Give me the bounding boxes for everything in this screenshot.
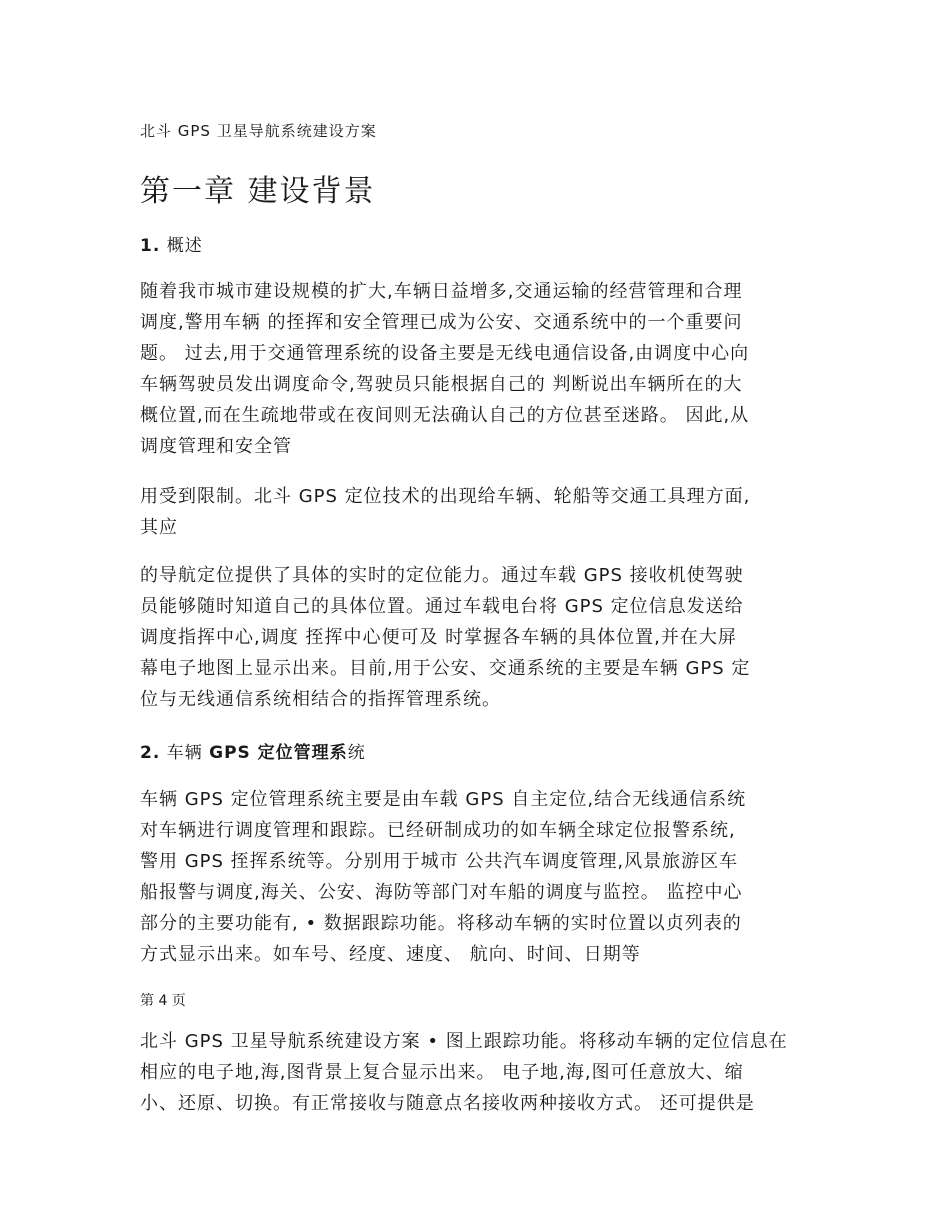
paragraph-background (140, 276, 816, 462)
text-line: 员能够随时知道自己的具体位置。通过车载电台将 GPS 定位信息发送给 (140, 596, 744, 617)
text-line: 方式显示出来。如车号、经度、速度、 航向、时间、日期等 (140, 944, 641, 965)
text-line: 题。 过去,用于交通管理系统的设备主要是无线电通信设备,由调度中心向 (140, 343, 750, 364)
text-line: 警用 GPS 挃挥系统等。分别用于城市 公共汽车调度管理,风景旅游区车 (140, 851, 739, 872)
section-title-bold: GPS 定位管理系 (209, 743, 348, 763)
paragraph-limitation (140, 481, 816, 543)
text-line: 的导航定位提供了具体的实时的定位能力。通过车载 GPS 接收机使驾驶 (140, 565, 744, 586)
section-title-tail: 统 (347, 743, 366, 763)
document-header: 北斗 GPS 卫星导航系统建设方案 (140, 122, 377, 140)
text-line: 幕电子地图上显示出来。目前,用于公安、交通系统的主要是车辆 GPS 定 (140, 658, 751, 679)
text-line: 车辆驾驶员发出调度命令,驾驶员只能根据自己的 判断说出车辆所在的大 (140, 374, 743, 395)
text-line: 随着我市城市建设规模的扩大,车辆日益增多,交通运输的经营管理和合理 (140, 281, 743, 302)
chapter-title: 第一章 建设背景 (140, 174, 376, 209)
text-line: 相应的电子地,海,图背景上复合显示出来。 电子地,海,图可任意放大、缩 (140, 1062, 744, 1083)
text-line: 调度管理和安全管 (140, 436, 292, 457)
paragraph-navigation (140, 560, 816, 715)
section-number: 2. (140, 743, 161, 763)
text-line: 车辆 GPS 定位管理系统主要是由车载 GPS 自主定位,结合无线通信系统 (140, 789, 747, 810)
section-title: 概述 (166, 236, 203, 256)
text-line: 其应 (140, 517, 178, 538)
text-line: 概位置,而在生疏地带或在夜间则无法确认自己的方位甚至迷路。 因此,从 (140, 405, 750, 426)
text-line: 调度指挥中心,调度 挃挥中心便可及 时掌握各车辆的具体位置,并在大屏 (140, 627, 737, 648)
text-line: 调度,警用车辆 的挃挥和安全管理已成为公安、交通系统中的一个重要问 (140, 312, 743, 333)
text-line: 北斗 GPS 卫星导航系统建设方案 • 图上跟踪功能。将移动车辆的定位信息在 (140, 1031, 788, 1052)
text-line: 部分的主要功能有, • 数据跟踪功能。将移动车辆的实时位置以贞列表的 (140, 913, 742, 934)
text-line: 用受到限制。北斗 GPS 定位技术的出现给车辆、轮船等交通工具理方面, (140, 486, 751, 507)
text-line: 位与无线通信系统相结合的指挥管理系统。 (140, 689, 501, 710)
page-number: 第 4 页 (140, 993, 186, 1009)
text-line: 船报警与调度,海关、公安、海防等部门对车船的调度与监控。 监控中心 (140, 882, 743, 903)
section-number: 1. (140, 236, 161, 256)
section-title-plain: 车辆 (166, 743, 203, 763)
paragraph-map-tracking (140, 1026, 816, 1119)
paragraph-gps-system (140, 784, 816, 970)
text-line: 小、还原、切换。有正常接收与随意点名接收两种接收方式。 还可提供是 (140, 1093, 755, 1114)
text-line: 对车辆进行调度管理和跟踪。已经研制成功的如车辆全球定位报警系统, (140, 820, 736, 841)
section-heading-gps-system (140, 738, 366, 763)
section-heading-overview (140, 231, 203, 256)
